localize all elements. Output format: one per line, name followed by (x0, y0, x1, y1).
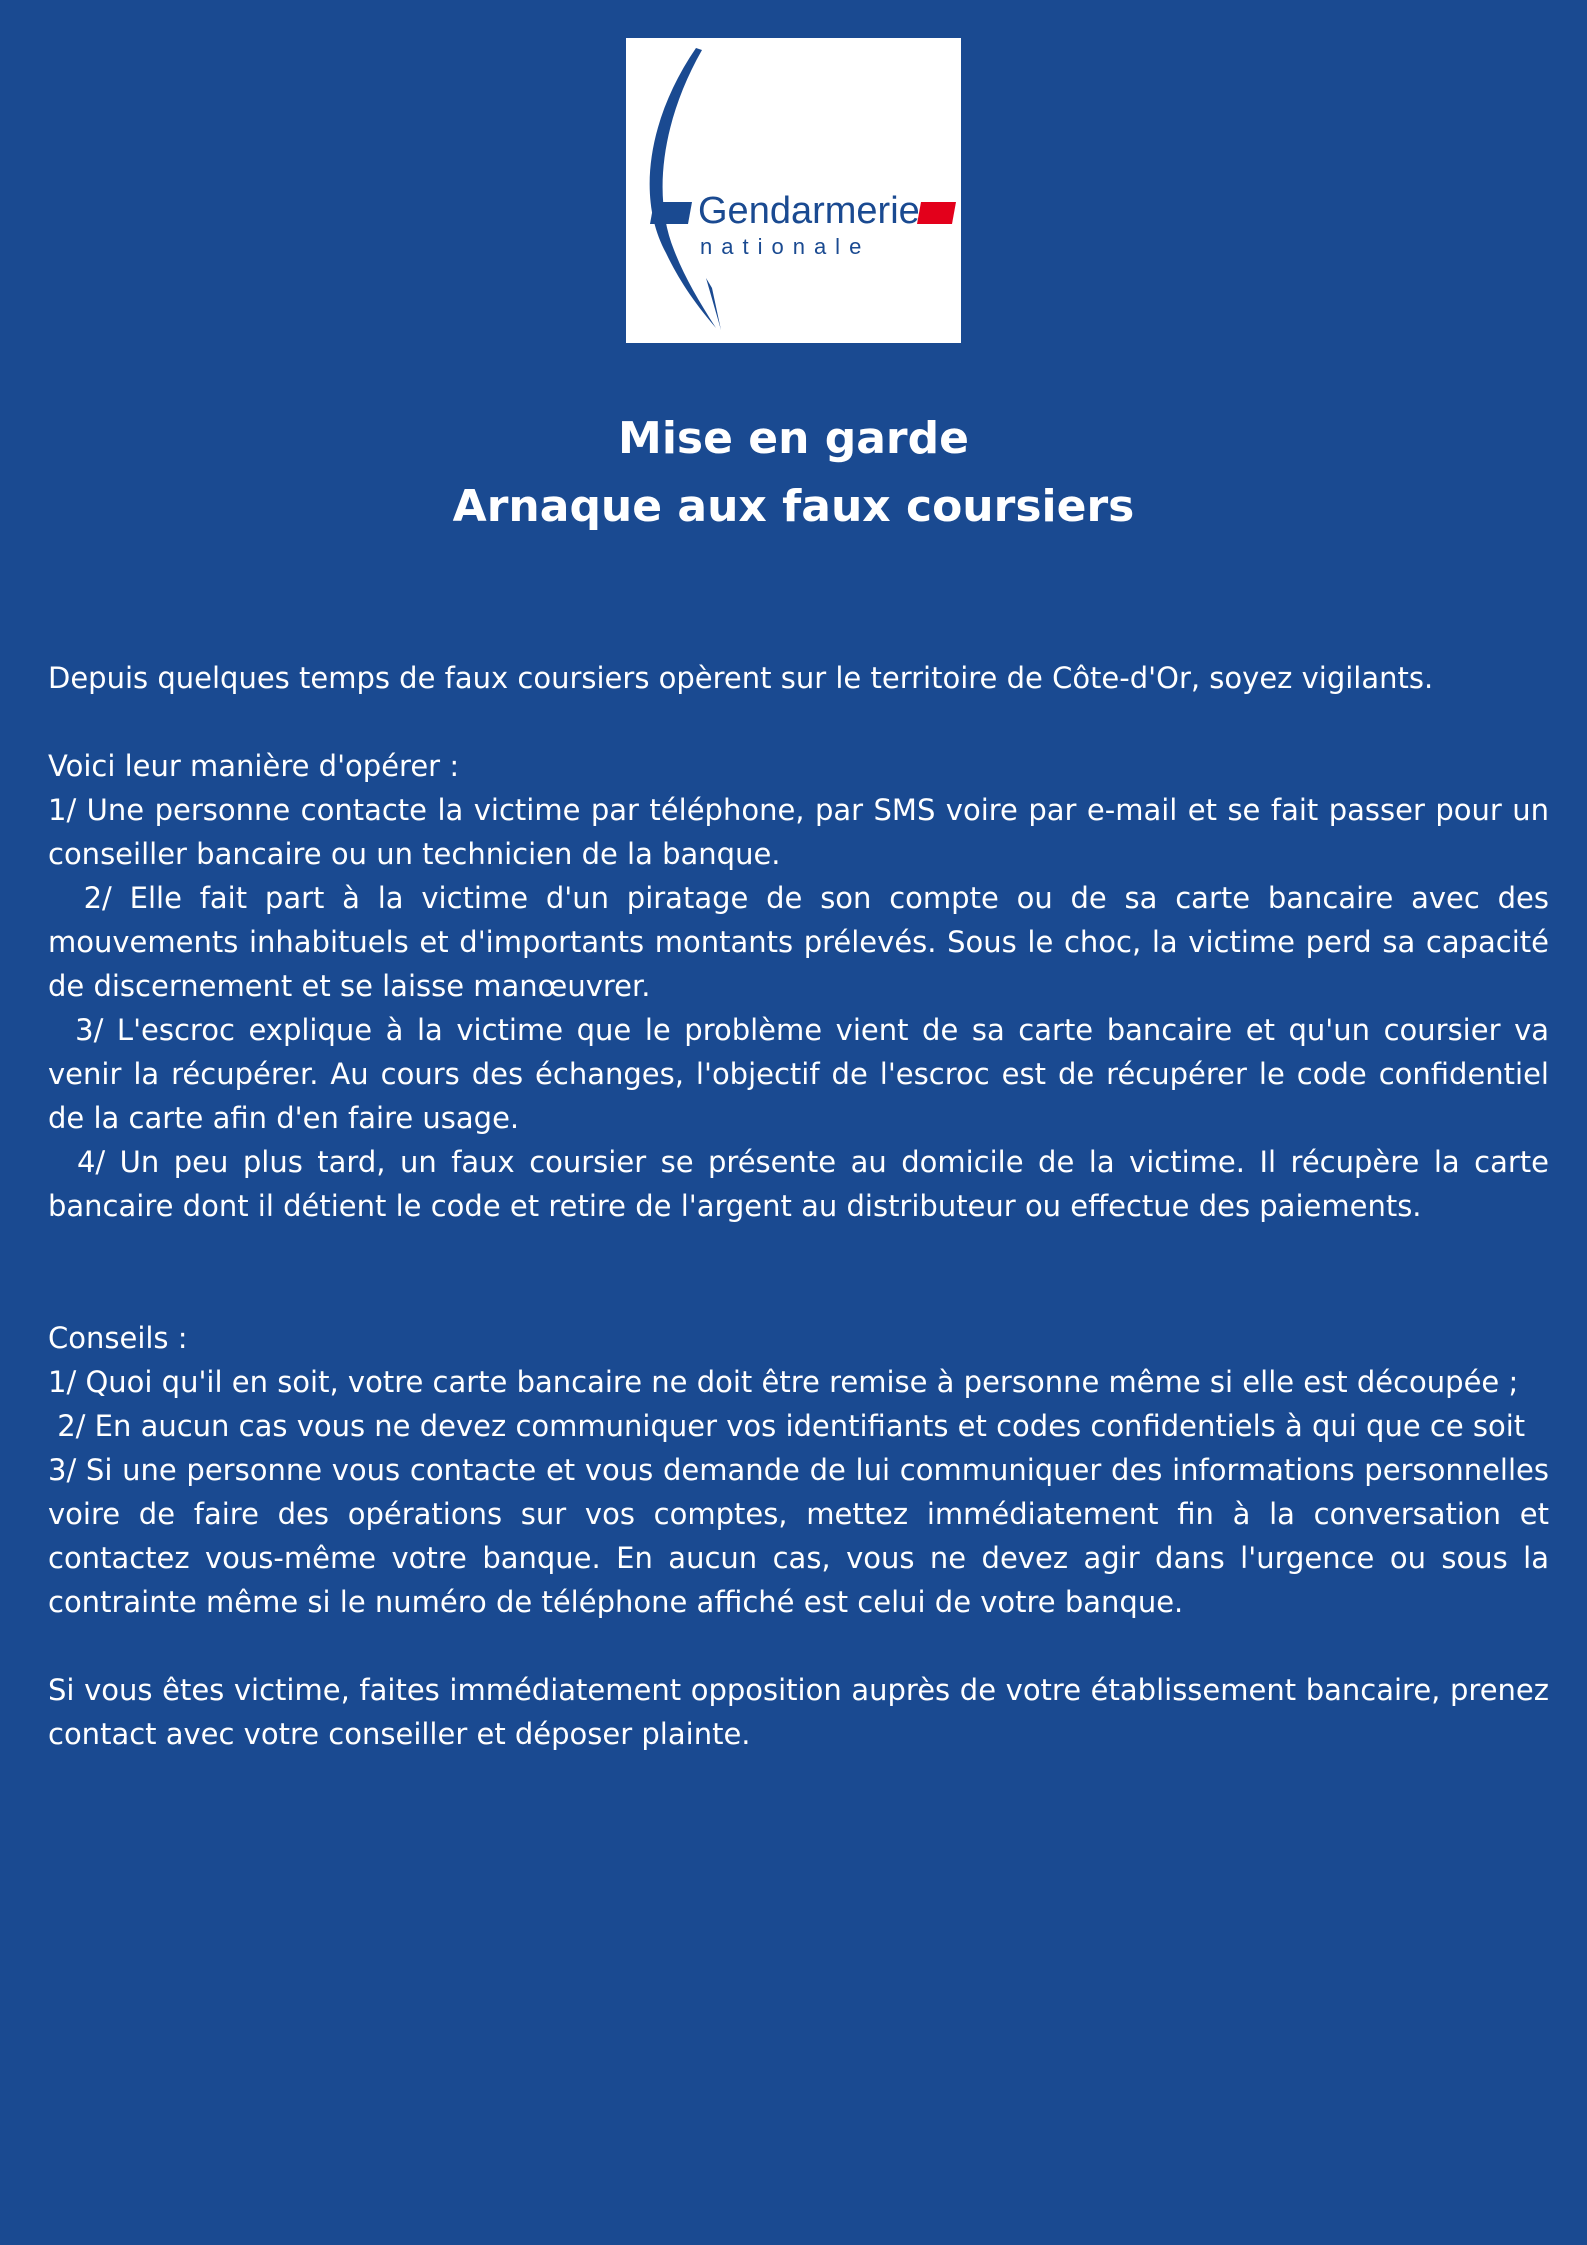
intro-paragraph: Depuis quelques temps de faux coursiers opèrent sur le territoire de Côte-d'Or, soyez vigilants. (48, 661, 1434, 695)
advice-heading: Conseils : (48, 1321, 188, 1355)
title-line-1: Mise en garde (618, 413, 969, 464)
logo-main-word: Gendarmerie (698, 190, 920, 232)
page-title (0, 405, 1587, 541)
closing-paragraph: Si vous êtes victime, faites immédiatement opposition auprès de votre établissement bancaire, prenez contact avec votre conseiller et déposer plainte. (48, 1673, 1549, 1751)
method-step-2: 2/ Elle fait part à la victime d'un piratage de son compte ou de sa carte bancaire avec des mouvements inhabituels et d'importants montants prélevés. Sous le choc, la victime perd sa capacité de discernement et se laisse manœuvrer. (48, 881, 1550, 1003)
title-line-2: Arnaque aux faux coursiers (452, 481, 1135, 532)
article-body (48, 656, 1549, 1756)
logo-sub-word: nationale (700, 234, 871, 259)
method-step-3: 3/ L'escroc explique à la victime que le problème vient de sa carte bancaire et qu'un coursier va venir la récupérer. Au cours des échanges, l'objectif de l'escroc est de récupérer le code confidentiel de la carte afin d'en faire usage. (48, 1013, 1549, 1135)
gendarmerie-logo (626, 38, 961, 343)
advice-item-1: 1/ Quoi qu'il en soit, votre carte bancaire ne doit être remise à personne même si elle est découpée ; (48, 1365, 1519, 1399)
gendarmerie-emblem-icon (626, 38, 961, 343)
advice-item-3: 3/ Si une personne vous contacte et vous demande de lui communiquer des informations personnelles voire de faire des opérations sur vos comptes, mettez immédiatement fin à la conversation et contactez vous-même votre banque. En aucun cas, vous ne devez agir dans l'urgence ou sous la contrainte même si le numéro de téléphone affiché est celui de votre banque. (48, 1453, 1549, 1619)
method-step-4: 4/ Un peu plus tard, un faux coursier se présente au domicile de la victime. Il récupère la carte bancaire dont il détient le code et retire de l'argent au distributeur ou effectue des paiements. (48, 1145, 1550, 1223)
method-step-1: 1/ Une personne contacte la victime par téléphone, par SMS voire par e-mail et se fait passer pour un conseiller bancaire ou un technicien de la banque. (48, 793, 1549, 871)
advice-item-2: 2/ En aucun cas vous ne devez communiquer vos identifiants et codes confidentiels à qui que ce soit (57, 1409, 1526, 1443)
method-heading: Voici leur manière d'opérer : (48, 749, 460, 783)
